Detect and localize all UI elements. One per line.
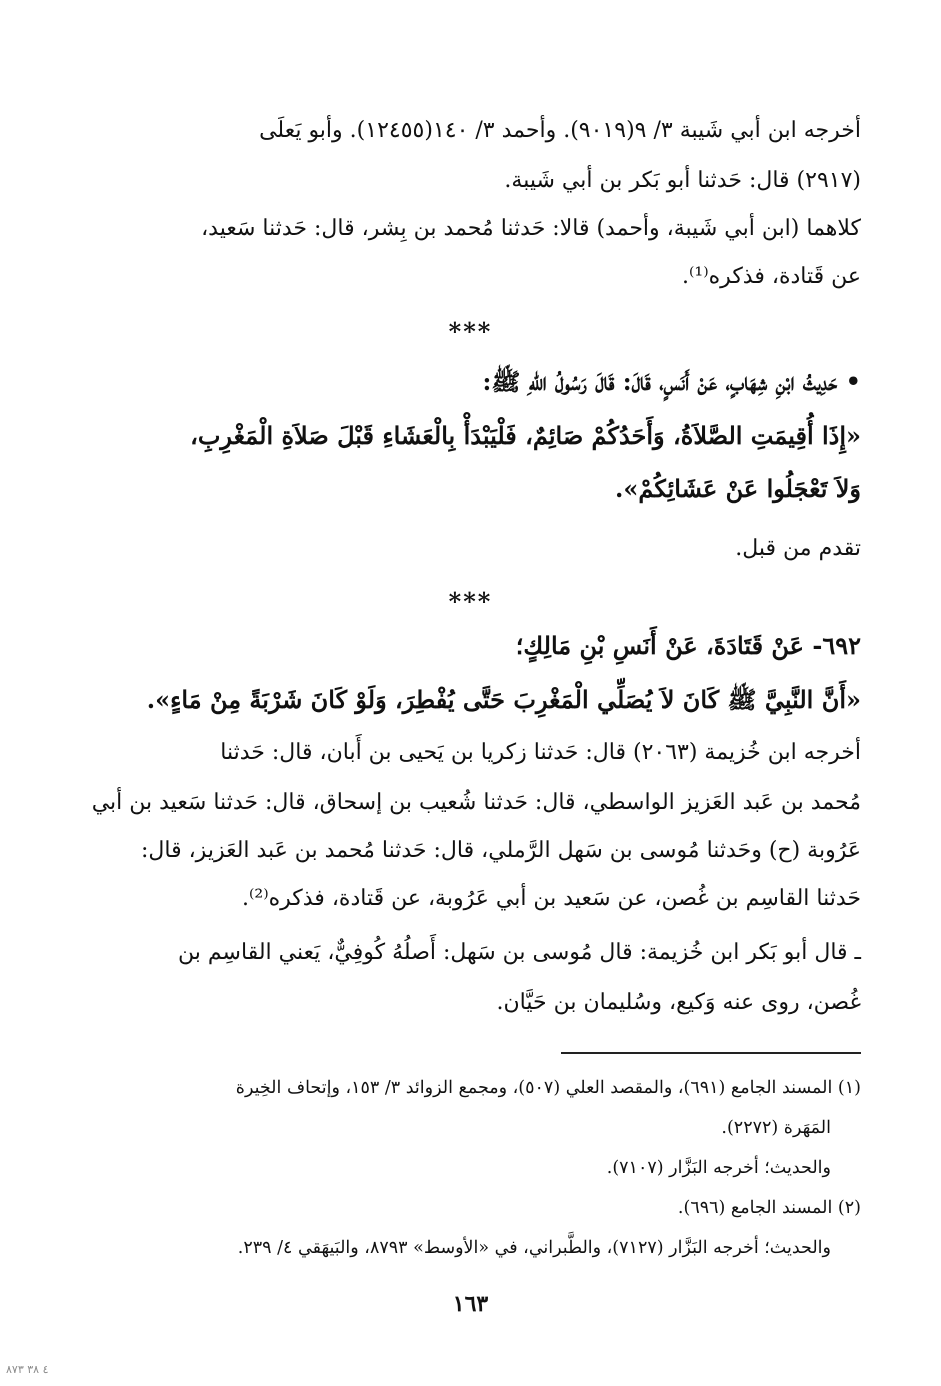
footnote-2-line-2: والحديث؛ أخرجه البَزَّار (٧١٢٧)، والطَّبراني، في «الأوسط» ٨٧٩٣، والبَيهَقي ٤/ ٢٣٩.: [237, 1238, 831, 1258]
scan-corner-mark: ٤ ٣٨ ٨٧٣: [6, 1363, 49, 1376]
takhrij-692-line-4: حَدثنا القاسِم بن غُصن، عن سَعيد بن أبي عَرُوبة، عن قَتادة، فذكره⁽²⁾.: [241, 886, 861, 911]
ibn-khuzayma-comment-line-2: غُصن، روى عنه وَكيع، وسُليمان بن حَيَّان.: [496, 990, 861, 1015]
hadith-692-heading: ٦٩٢- عَنْ قَتَادَةَ، عَنْ أَنَسِ بْنِ مَالِكٍ؛: [515, 631, 861, 660]
footnote-1-line-1: (١) المسند الجامع (٦٩١)، والمقصد العلي (٥٠٧)، ومجمع الزوائد ٣/ ١٥٣، وإتحاف الخِيرة: [235, 1078, 861, 1098]
hadith-692-text: «أَنَّ النَّبِيَّ ﷺ كَانَ لاَ يُصَلِّي الْمَغْرِبَ حَتَّى يُفْطِرَ، وَلَوْ كَانَ شَرْبَةً مِنْ مَاءٍ».: [146, 685, 861, 714]
takhrij-line-3: كلاهما (ابن أبي شَيبة، وأحمد) قالا: حَدثنا مُحمد بن بِشر، قال: حَدثنا سَعيد،: [201, 216, 861, 241]
footnote-2-line-1: (٢) المسند الجامع (٦٩٦).: [677, 1198, 861, 1218]
takhrij-line-2: (٢٩١٧) قال: حَدثنا أبو بَكر بن أبي شَيبة.: [504, 168, 861, 193]
section-separator-2: ***: [448, 587, 493, 616]
footnote-1-line-2: المَهَرة (٢٢٧٢).: [721, 1118, 831, 1138]
ibn-khuzayma-comment-line-1: ـ قال أبو بَكر ابن خُزيمة: قال مُوسى بن سَهل: أَصلُهُ كُوفِيٌّ، يَعني القاسِم بن: [178, 940, 861, 965]
footnote-divider: [561, 1052, 861, 1054]
cross-reference-note: تقدم من قبل.: [735, 536, 861, 561]
footnote-1-line-3: والحديث؛ أخرجه البَزَّار (٧١٠٧).: [606, 1158, 831, 1178]
takhrij-692-line-3: عَرُوبة (ح) وحَدثنا مُوسى بن سَهل الرَّملي، قال: حَدثنا مُحمد بن عَبد العَزيز، قال:: [140, 838, 861, 863]
hadith-text-line-1: «إِذَا أُقِيمَتِ الصَّلاَةُ، وَأَحَدُكُمْ صَائِمٌ، فَلْيَبْدَأْ بِالْعَشَاءِ قَبْلَ صَلاَةِ الْمَغْرِبِ،: [190, 421, 861, 450]
takhrij-line-1: أخرجه ابن أبي شَيبة ٣/ ٩(٩٠١٩). وأحمد ٣/ ١٤٠(١٢٤٥٥). وأبو يَعلَى: [259, 118, 861, 143]
takhrij-line-4: عن قَتادة، فذكره⁽¹⁾.: [682, 264, 861, 289]
section-separator-1: ***: [448, 317, 493, 346]
takhrij-692-line-1: أخرجه ابن خُزيمة (٢٠٦٣) قال: حَدثنا زكريا بن يَحيى بن أَبان، قال: حَدثنا: [220, 740, 861, 765]
takhrij-692-line-2: مُحمد بن عَبد العَزيز الواسطي، قال: حَدثنا شُعيب بن إسحاق، قال: حَدثنا سَعيد بن أبي: [91, 790, 861, 815]
page-number: ١٦٣: [452, 1291, 489, 1317]
hadith-heading-1: • حَدِيثُ ابْنِ شِهَابٍ، عَنْ أَنَسٍ، قَالَ: قَالَ رَسُولُ اللهِ ﷺ:: [482, 367, 861, 396]
hadith-text-line-2: وَلاَ تَعْجَلُوا عَنْ عَشَائِكُمْ».: [615, 474, 861, 503]
